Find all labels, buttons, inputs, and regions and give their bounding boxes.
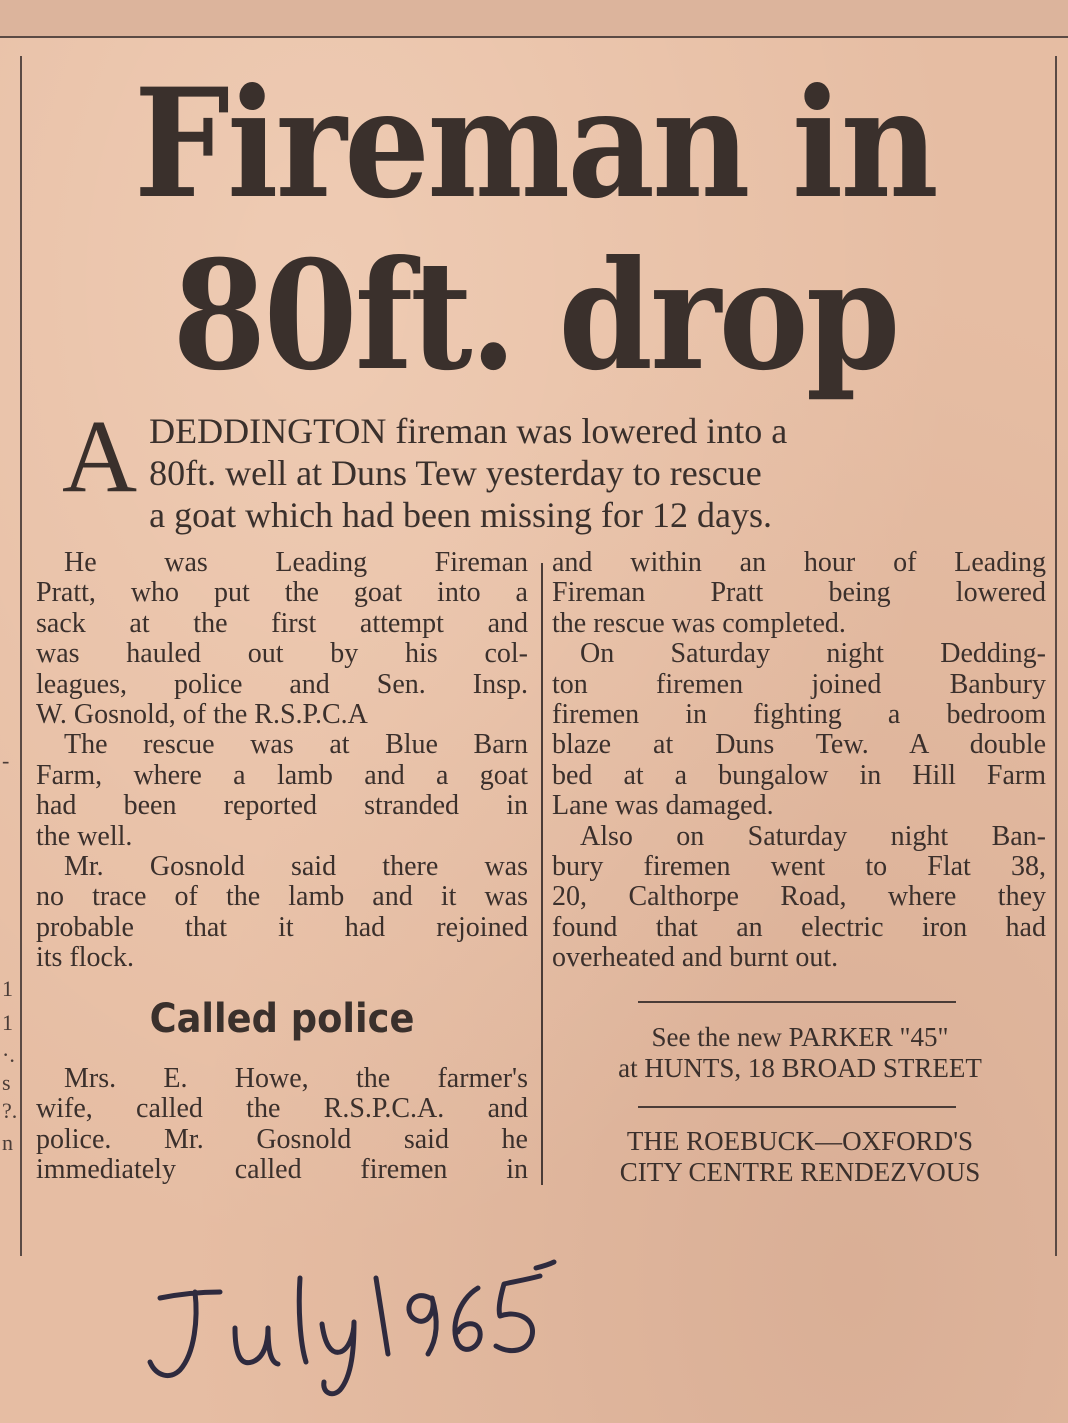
text-line: bury firemen went to Flat 38,	[552, 851, 1046, 883]
text-line: The rescue was at Blue Barn	[64, 729, 528, 761]
left-column-continued	[36, 1064, 528, 1186]
text-line: wife, called the R.S.P.C.A. and	[36, 1093, 528, 1125]
advertisement-roebuck	[552, 1126, 1048, 1188]
text-line: 20, Calthorpe Road, where they	[552, 881, 1046, 913]
text-line: firemen in fighting a bedroom	[552, 699, 1046, 731]
headline-line-2: 80ft. drop	[172, 228, 898, 404]
text-line: immediately called firemen in	[36, 1154, 528, 1186]
text-line: Pratt, who put the goat into a	[36, 577, 528, 609]
text-line: the rescue was completed.	[552, 607, 846, 639]
text-line: Farm, where a lamb and a goat	[36, 759, 528, 791]
margin-fragment: n	[2, 1130, 13, 1155]
lead-line: DEDDINGTON fireman was lowered into a	[149, 411, 788, 451]
text-line: no trace of the lamb and it was	[36, 881, 528, 913]
text-line: leagues, police and Sen. Insp.	[36, 668, 528, 700]
margin-fragment: 1	[2, 1010, 13, 1035]
text-line: He was Leading Fireman	[64, 547, 528, 578]
advertisement-parker	[552, 1022, 1048, 1084]
handwritten-date-note	[140, 1258, 560, 1398]
ad-divider	[638, 1106, 956, 1108]
right-border-rule	[1055, 56, 1057, 1256]
lead-paragraph	[62, 399, 1032, 536]
ad-line: THE ROEBUCK—OXFORD'S	[626, 1126, 974, 1156]
text-line: sack at the first attempt and	[36, 607, 528, 639]
right-column	[552, 548, 1046, 974]
lead-line: 80ft. well at Duns Tew yesterday to rescue	[149, 453, 762, 493]
text-line: Also on Saturday night Ban-	[580, 820, 1046, 852]
margin-fragment: ·.	[2, 1042, 15, 1067]
text-line: ton firemen joined Banbury	[552, 668, 1046, 700]
margin-fragment: 1	[2, 976, 13, 1001]
ad-line: See the new PARKER "45"	[651, 1022, 949, 1052]
margin-fragment: s	[2, 1070, 11, 1095]
top-rule	[0, 36, 1068, 38]
text-line: had been reported stranded in	[36, 790, 528, 822]
text-line: W. Gosnold, of the R.S.P.C.A	[36, 699, 368, 731]
margin-fragment: ?.	[2, 1098, 18, 1123]
torn-top-strip	[0, 0, 1068, 36]
text-line: probable that it had rejoined	[36, 911, 528, 943]
ad-divider	[638, 1001, 956, 1003]
margin-fragment: -	[2, 748, 10, 773]
text-line: police. Mr. Gosnold said he	[36, 1123, 528, 1155]
left-column	[36, 548, 528, 974]
text-line: found that an electric iron had	[552, 911, 1046, 943]
drop-cap: A	[62, 399, 138, 514]
column-divider	[541, 563, 543, 1185]
text-line: was hauled out by his col-	[36, 638, 528, 670]
text-line: blaze at Duns Tew. A double	[552, 729, 1046, 761]
text-line: On Saturday night Dedding-	[580, 638, 1046, 670]
left-border-rule	[20, 56, 22, 1256]
subhead: Called police	[149, 996, 415, 1042]
headline-line-1: Fireman in	[133, 56, 937, 232]
text-line: Mr. Gosnold said there was	[64, 851, 528, 883]
ad-line: CITY CENTRE RENDEZVOUS	[619, 1157, 981, 1187]
text-line: Mrs. E. Howe, the farmer's	[64, 1063, 528, 1094]
headline	[108, 58, 963, 402]
text-line: Lane was damaged.	[552, 790, 774, 822]
text-line: its flock.	[36, 942, 134, 974]
text-line: bed at a bungalow in Hill Farm	[552, 759, 1046, 791]
text-line: the well.	[36, 820, 133, 852]
ad-line: at HUNTS, 18 BROAD STREET	[618, 1053, 982, 1083]
text-line: overheated and burnt out.	[552, 942, 839, 974]
text-line: and within an hour of Leading	[552, 547, 1046, 578]
text-line: Fireman Pratt being lowered	[552, 577, 1046, 609]
lead-line: a goat which had been missing for 12 days.	[149, 495, 772, 535]
